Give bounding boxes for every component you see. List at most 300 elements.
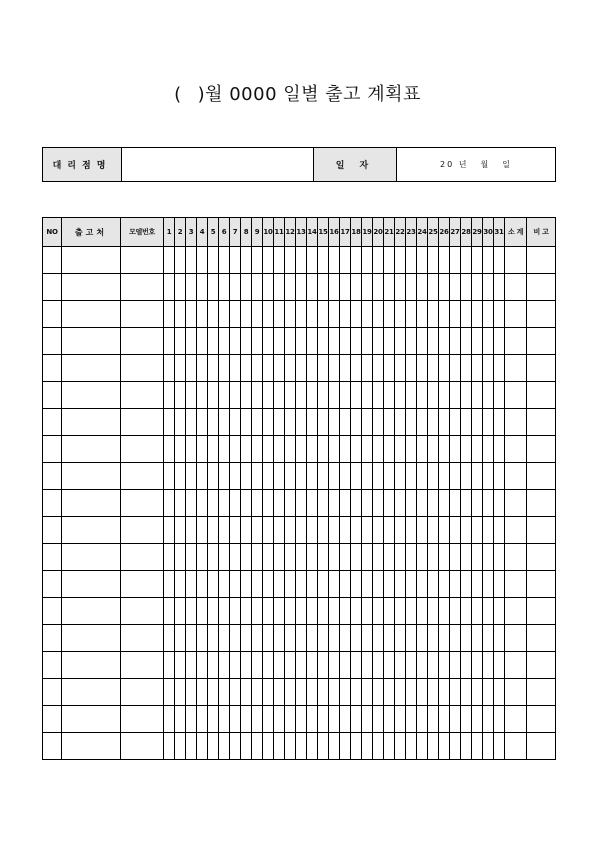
table-cell[interactable]	[527, 706, 556, 733]
table-cell[interactable]	[263, 490, 274, 517]
table-cell[interactable]	[296, 301, 307, 328]
table-cell[interactable]	[351, 598, 362, 625]
table-cell[interactable]	[62, 598, 121, 625]
table-cell[interactable]	[406, 436, 417, 463]
table-cell[interactable]	[263, 274, 274, 301]
table-cell[interactable]	[197, 571, 208, 598]
table-cell[interactable]	[362, 274, 373, 301]
table-cell[interactable]	[285, 544, 296, 571]
table-cell[interactable]	[461, 625, 472, 652]
table-cell[interactable]	[527, 625, 556, 652]
table-cell[interactable]	[362, 544, 373, 571]
table-cell[interactable]	[318, 652, 329, 679]
table-cell[interactable]	[329, 544, 340, 571]
table-cell[interactable]	[241, 652, 252, 679]
table-cell[interactable]	[340, 490, 351, 517]
table-cell[interactable]	[43, 382, 62, 409]
table-cell[interactable]	[186, 625, 197, 652]
table-cell[interactable]	[527, 436, 556, 463]
table-cell[interactable]	[285, 598, 296, 625]
table-cell[interactable]	[186, 355, 197, 382]
table-cell[interactable]	[373, 382, 384, 409]
table-cell[interactable]	[450, 571, 461, 598]
table-cell[interactable]	[417, 355, 428, 382]
table-cell[interactable]	[197, 625, 208, 652]
table-cell[interactable]	[351, 355, 362, 382]
table-cell[interactable]	[285, 436, 296, 463]
table-cell[interactable]	[439, 733, 450, 760]
table-cell[interactable]	[230, 463, 241, 490]
table-cell[interactable]	[164, 706, 175, 733]
table-cell[interactable]	[362, 571, 373, 598]
table-cell[interactable]	[406, 355, 417, 382]
table-cell[interactable]	[450, 490, 461, 517]
table-cell[interactable]	[285, 733, 296, 760]
table-cell[interactable]	[505, 328, 527, 355]
table-cell[interactable]	[318, 409, 329, 436]
table-cell[interactable]	[186, 436, 197, 463]
table-cell[interactable]	[373, 598, 384, 625]
table-cell[interactable]	[417, 301, 428, 328]
table-cell[interactable]	[527, 382, 556, 409]
table-cell[interactable]	[384, 247, 395, 274]
table-cell[interactable]	[494, 598, 505, 625]
table-cell[interactable]	[340, 274, 351, 301]
table-cell[interactable]	[197, 490, 208, 517]
table-cell[interactable]	[483, 490, 494, 517]
table-cell[interactable]	[241, 517, 252, 544]
table-cell[interactable]	[252, 517, 263, 544]
table-cell[interactable]	[384, 544, 395, 571]
table-cell[interactable]	[483, 247, 494, 274]
table-cell[interactable]	[406, 247, 417, 274]
table-cell[interactable]	[219, 355, 230, 382]
table-cell[interactable]	[384, 382, 395, 409]
table-cell[interactable]	[219, 328, 230, 355]
table-cell[interactable]	[121, 598, 164, 625]
table-cell[interactable]	[362, 652, 373, 679]
table-cell[interactable]	[505, 409, 527, 436]
table-cell[interactable]	[461, 328, 472, 355]
table-cell[interactable]	[494, 544, 505, 571]
table-cell[interactable]	[450, 436, 461, 463]
table-cell[interactable]	[263, 544, 274, 571]
table-cell[interactable]	[241, 247, 252, 274]
table-cell[interactable]	[62, 544, 121, 571]
table-cell[interactable]	[121, 625, 164, 652]
table-cell[interactable]	[450, 409, 461, 436]
table-cell[interactable]	[296, 652, 307, 679]
table-cell[interactable]	[43, 679, 62, 706]
table-cell[interactable]	[340, 517, 351, 544]
table-cell[interactable]	[296, 328, 307, 355]
table-cell[interactable]	[274, 733, 285, 760]
table-cell[interactable]	[121, 274, 164, 301]
table-cell[interactable]	[373, 679, 384, 706]
table-cell[interactable]	[329, 490, 340, 517]
table-cell[interactable]	[241, 409, 252, 436]
table-cell[interactable]	[439, 517, 450, 544]
table-cell[interactable]	[461, 247, 472, 274]
table-cell[interactable]	[340, 463, 351, 490]
table-cell[interactable]	[351, 328, 362, 355]
table-cell[interactable]	[43, 598, 62, 625]
table-cell[interactable]	[197, 328, 208, 355]
table-cell[interactable]	[175, 706, 186, 733]
table-cell[interactable]	[175, 544, 186, 571]
table-cell[interactable]	[384, 733, 395, 760]
table-cell[interactable]	[406, 274, 417, 301]
table-cell[interactable]	[43, 544, 62, 571]
table-cell[interactable]	[219, 436, 230, 463]
table-cell[interactable]	[395, 328, 406, 355]
table-cell[interactable]	[329, 652, 340, 679]
table-cell[interactable]	[505, 598, 527, 625]
table-cell[interactable]	[164, 274, 175, 301]
table-cell[interactable]	[439, 355, 450, 382]
table-cell[interactable]	[329, 328, 340, 355]
table-cell[interactable]	[318, 544, 329, 571]
table-cell[interactable]	[428, 733, 439, 760]
table-cell[interactable]	[505, 544, 527, 571]
table-cell[interactable]	[505, 274, 527, 301]
table-cell[interactable]	[318, 490, 329, 517]
table-cell[interactable]	[318, 463, 329, 490]
table-cell[interactable]	[384, 301, 395, 328]
table-cell[interactable]	[450, 463, 461, 490]
table-cell[interactable]	[241, 301, 252, 328]
table-cell[interactable]	[472, 409, 483, 436]
table-cell[interactable]	[439, 679, 450, 706]
table-cell[interactable]	[252, 328, 263, 355]
table-cell[interactable]	[62, 409, 121, 436]
table-cell[interactable]	[527, 517, 556, 544]
table-cell[interactable]	[472, 733, 483, 760]
table-cell[interactable]	[230, 679, 241, 706]
table-cell[interactable]	[219, 247, 230, 274]
table-cell[interactable]	[505, 625, 527, 652]
table-cell[interactable]	[450, 382, 461, 409]
table-cell[interactable]	[450, 598, 461, 625]
table-cell[interactable]	[208, 733, 219, 760]
table-cell[interactable]	[219, 463, 230, 490]
table-cell[interactable]	[395, 382, 406, 409]
table-cell[interactable]	[197, 355, 208, 382]
table-cell[interactable]	[230, 733, 241, 760]
table-cell[interactable]	[494, 571, 505, 598]
table-cell[interactable]	[175, 301, 186, 328]
table-cell[interactable]	[285, 706, 296, 733]
table-cell[interactable]	[307, 598, 318, 625]
table-cell[interactable]	[439, 625, 450, 652]
table-cell[interactable]	[285, 517, 296, 544]
table-cell[interactable]	[296, 706, 307, 733]
table-cell[interactable]	[208, 301, 219, 328]
table-cell[interactable]	[483, 463, 494, 490]
table-cell[interactable]	[417, 517, 428, 544]
table-cell[interactable]	[274, 328, 285, 355]
table-cell[interactable]	[373, 409, 384, 436]
table-cell[interactable]	[121, 490, 164, 517]
table-cell[interactable]	[175, 436, 186, 463]
table-cell[interactable]	[494, 463, 505, 490]
table-cell[interactable]	[505, 382, 527, 409]
table-cell[interactable]	[175, 679, 186, 706]
table-cell[interactable]	[417, 598, 428, 625]
table-cell[interactable]	[219, 706, 230, 733]
table-cell[interactable]	[527, 544, 556, 571]
table-cell[interactable]	[230, 301, 241, 328]
table-cell[interactable]	[351, 679, 362, 706]
table-cell[interactable]	[274, 301, 285, 328]
table-cell[interactable]	[450, 679, 461, 706]
table-cell[interactable]	[527, 355, 556, 382]
table-cell[interactable]	[505, 733, 527, 760]
table-cell[interactable]	[428, 274, 439, 301]
table-cell[interactable]	[252, 571, 263, 598]
table-cell[interactable]	[230, 490, 241, 517]
table-cell[interactable]	[329, 517, 340, 544]
table-cell[interactable]	[472, 679, 483, 706]
table-cell[interactable]	[307, 490, 318, 517]
table-cell[interactable]	[472, 625, 483, 652]
table-cell[interactable]	[527, 274, 556, 301]
table-cell[interactable]	[252, 625, 263, 652]
table-cell[interactable]	[186, 706, 197, 733]
table-cell[interactable]	[197, 652, 208, 679]
table-cell[interactable]	[527, 571, 556, 598]
table-cell[interactable]	[318, 598, 329, 625]
table-cell[interactable]	[43, 571, 62, 598]
table-cell[interactable]	[175, 733, 186, 760]
table-cell[interactable]	[164, 625, 175, 652]
table-cell[interactable]	[351, 544, 362, 571]
table-cell[interactable]	[450, 544, 461, 571]
table-cell[interactable]	[230, 355, 241, 382]
table-cell[interactable]	[472, 571, 483, 598]
table-cell[interactable]	[527, 652, 556, 679]
table-cell[interactable]	[208, 355, 219, 382]
table-cell[interactable]	[428, 463, 439, 490]
table-cell[interactable]	[373, 517, 384, 544]
table-cell[interactable]	[494, 517, 505, 544]
table-cell[interactable]	[461, 517, 472, 544]
table-cell[interactable]	[164, 517, 175, 544]
table-cell[interactable]	[296, 679, 307, 706]
table-cell[interactable]	[505, 490, 527, 517]
table-cell[interactable]	[197, 679, 208, 706]
table-cell[interactable]	[208, 625, 219, 652]
table-cell[interactable]	[406, 598, 417, 625]
table-cell[interactable]	[241, 274, 252, 301]
table-cell[interactable]	[329, 598, 340, 625]
table-cell[interactable]	[494, 247, 505, 274]
table-cell[interactable]	[164, 490, 175, 517]
table-cell[interactable]	[340, 598, 351, 625]
table-cell[interactable]	[263, 247, 274, 274]
table-cell[interactable]	[208, 463, 219, 490]
table-cell[interactable]	[307, 274, 318, 301]
table-cell[interactable]	[461, 436, 472, 463]
table-cell[interactable]	[252, 382, 263, 409]
table-cell[interactable]	[340, 247, 351, 274]
table-cell[interactable]	[241, 490, 252, 517]
table-cell[interactable]	[318, 382, 329, 409]
table-cell[interactable]	[461, 733, 472, 760]
table-cell[interactable]	[362, 679, 373, 706]
table-cell[interactable]	[494, 301, 505, 328]
table-cell[interactable]	[450, 301, 461, 328]
table-cell[interactable]	[121, 733, 164, 760]
table-cell[interactable]	[340, 544, 351, 571]
table-cell[interactable]	[186, 301, 197, 328]
table-cell[interactable]	[527, 490, 556, 517]
table-cell[interactable]	[197, 382, 208, 409]
table-cell[interactable]	[373, 733, 384, 760]
table-cell[interactable]	[175, 247, 186, 274]
table-cell[interactable]	[43, 733, 62, 760]
table-cell[interactable]	[450, 517, 461, 544]
table-cell[interactable]	[362, 382, 373, 409]
table-cell[interactable]	[527, 733, 556, 760]
table-cell[interactable]	[461, 301, 472, 328]
table-cell[interactable]	[494, 490, 505, 517]
table-cell[interactable]	[252, 490, 263, 517]
table-cell[interactable]	[384, 679, 395, 706]
table-cell[interactable]	[241, 733, 252, 760]
table-cell[interactable]	[428, 355, 439, 382]
table-cell[interactable]	[384, 328, 395, 355]
table-cell[interactable]	[274, 463, 285, 490]
table-cell[interactable]	[263, 706, 274, 733]
table-cell[interactable]	[395, 409, 406, 436]
table-cell[interactable]	[406, 409, 417, 436]
table-cell[interactable]	[340, 679, 351, 706]
table-cell[interactable]	[417, 490, 428, 517]
table-cell[interactable]	[494, 733, 505, 760]
table-cell[interactable]	[219, 598, 230, 625]
table-cell[interactable]	[197, 247, 208, 274]
table-cell[interactable]	[197, 463, 208, 490]
table-cell[interactable]	[43, 355, 62, 382]
table-cell[interactable]	[252, 274, 263, 301]
table-cell[interactable]	[197, 517, 208, 544]
table-cell[interactable]	[121, 571, 164, 598]
table-cell[interactable]	[62, 652, 121, 679]
table-cell[interactable]	[208, 274, 219, 301]
table-cell[interactable]	[483, 274, 494, 301]
table-cell[interactable]	[318, 355, 329, 382]
table-cell[interactable]	[296, 463, 307, 490]
table-cell[interactable]	[406, 733, 417, 760]
table-cell[interactable]	[483, 625, 494, 652]
table-cell[interactable]	[164, 598, 175, 625]
table-cell[interactable]	[241, 382, 252, 409]
table-cell[interactable]	[175, 517, 186, 544]
table-cell[interactable]	[351, 436, 362, 463]
table-cell[interactable]	[274, 625, 285, 652]
table-cell[interactable]	[175, 463, 186, 490]
table-cell[interactable]	[318, 706, 329, 733]
table-cell[interactable]	[428, 409, 439, 436]
table-cell[interactable]	[296, 355, 307, 382]
table-cell[interactable]	[285, 301, 296, 328]
table-cell[interactable]	[274, 652, 285, 679]
table-cell[interactable]	[494, 355, 505, 382]
table-cell[interactable]	[494, 625, 505, 652]
table-cell[interactable]	[351, 517, 362, 544]
table-cell[interactable]	[175, 328, 186, 355]
table-cell[interactable]	[527, 328, 556, 355]
table-cell[interactable]	[62, 679, 121, 706]
table-cell[interactable]	[62, 301, 121, 328]
table-cell[interactable]	[527, 463, 556, 490]
table-cell[interactable]	[329, 625, 340, 652]
table-cell[interactable]	[329, 247, 340, 274]
table-cell[interactable]	[121, 382, 164, 409]
table-cell[interactable]	[186, 571, 197, 598]
table-cell[interactable]	[450, 247, 461, 274]
table-cell[interactable]	[450, 328, 461, 355]
table-cell[interactable]	[406, 517, 417, 544]
table-cell[interactable]	[43, 328, 62, 355]
table-cell[interactable]	[461, 571, 472, 598]
table-cell[interactable]	[285, 652, 296, 679]
table-cell[interactable]	[219, 733, 230, 760]
table-cell[interactable]	[241, 706, 252, 733]
table-cell[interactable]	[230, 517, 241, 544]
table-cell[interactable]	[208, 544, 219, 571]
table-cell[interactable]	[461, 706, 472, 733]
table-cell[interactable]	[219, 274, 230, 301]
table-cell[interactable]	[395, 517, 406, 544]
table-cell[interactable]	[285, 382, 296, 409]
table-cell[interactable]	[230, 706, 241, 733]
table-cell[interactable]	[62, 247, 121, 274]
table-cell[interactable]	[505, 301, 527, 328]
table-cell[interactable]	[329, 436, 340, 463]
table-cell[interactable]	[252, 301, 263, 328]
table-cell[interactable]	[373, 328, 384, 355]
table-cell[interactable]	[439, 436, 450, 463]
table-cell[interactable]	[274, 409, 285, 436]
table-cell[interactable]	[362, 463, 373, 490]
table-cell[interactable]	[197, 598, 208, 625]
table-cell[interactable]	[252, 463, 263, 490]
table-cell[interactable]	[197, 274, 208, 301]
table-cell[interactable]	[62, 274, 121, 301]
table-cell[interactable]	[186, 652, 197, 679]
table-cell[interactable]	[472, 328, 483, 355]
table-cell[interactable]	[494, 679, 505, 706]
table-cell[interactable]	[428, 517, 439, 544]
table-cell[interactable]	[241, 355, 252, 382]
table-cell[interactable]	[395, 355, 406, 382]
table-cell[interactable]	[252, 355, 263, 382]
table-cell[interactable]	[340, 571, 351, 598]
table-cell[interactable]	[428, 382, 439, 409]
table-cell[interactable]	[241, 544, 252, 571]
table-cell[interactable]	[417, 544, 428, 571]
table-cell[interactable]	[252, 706, 263, 733]
table-cell[interactable]	[428, 571, 439, 598]
table-cell[interactable]	[296, 598, 307, 625]
table-cell[interactable]	[274, 436, 285, 463]
table-cell[interactable]	[406, 463, 417, 490]
table-cell[interactable]	[307, 571, 318, 598]
table-cell[interactable]	[219, 544, 230, 571]
table-cell[interactable]	[505, 247, 527, 274]
